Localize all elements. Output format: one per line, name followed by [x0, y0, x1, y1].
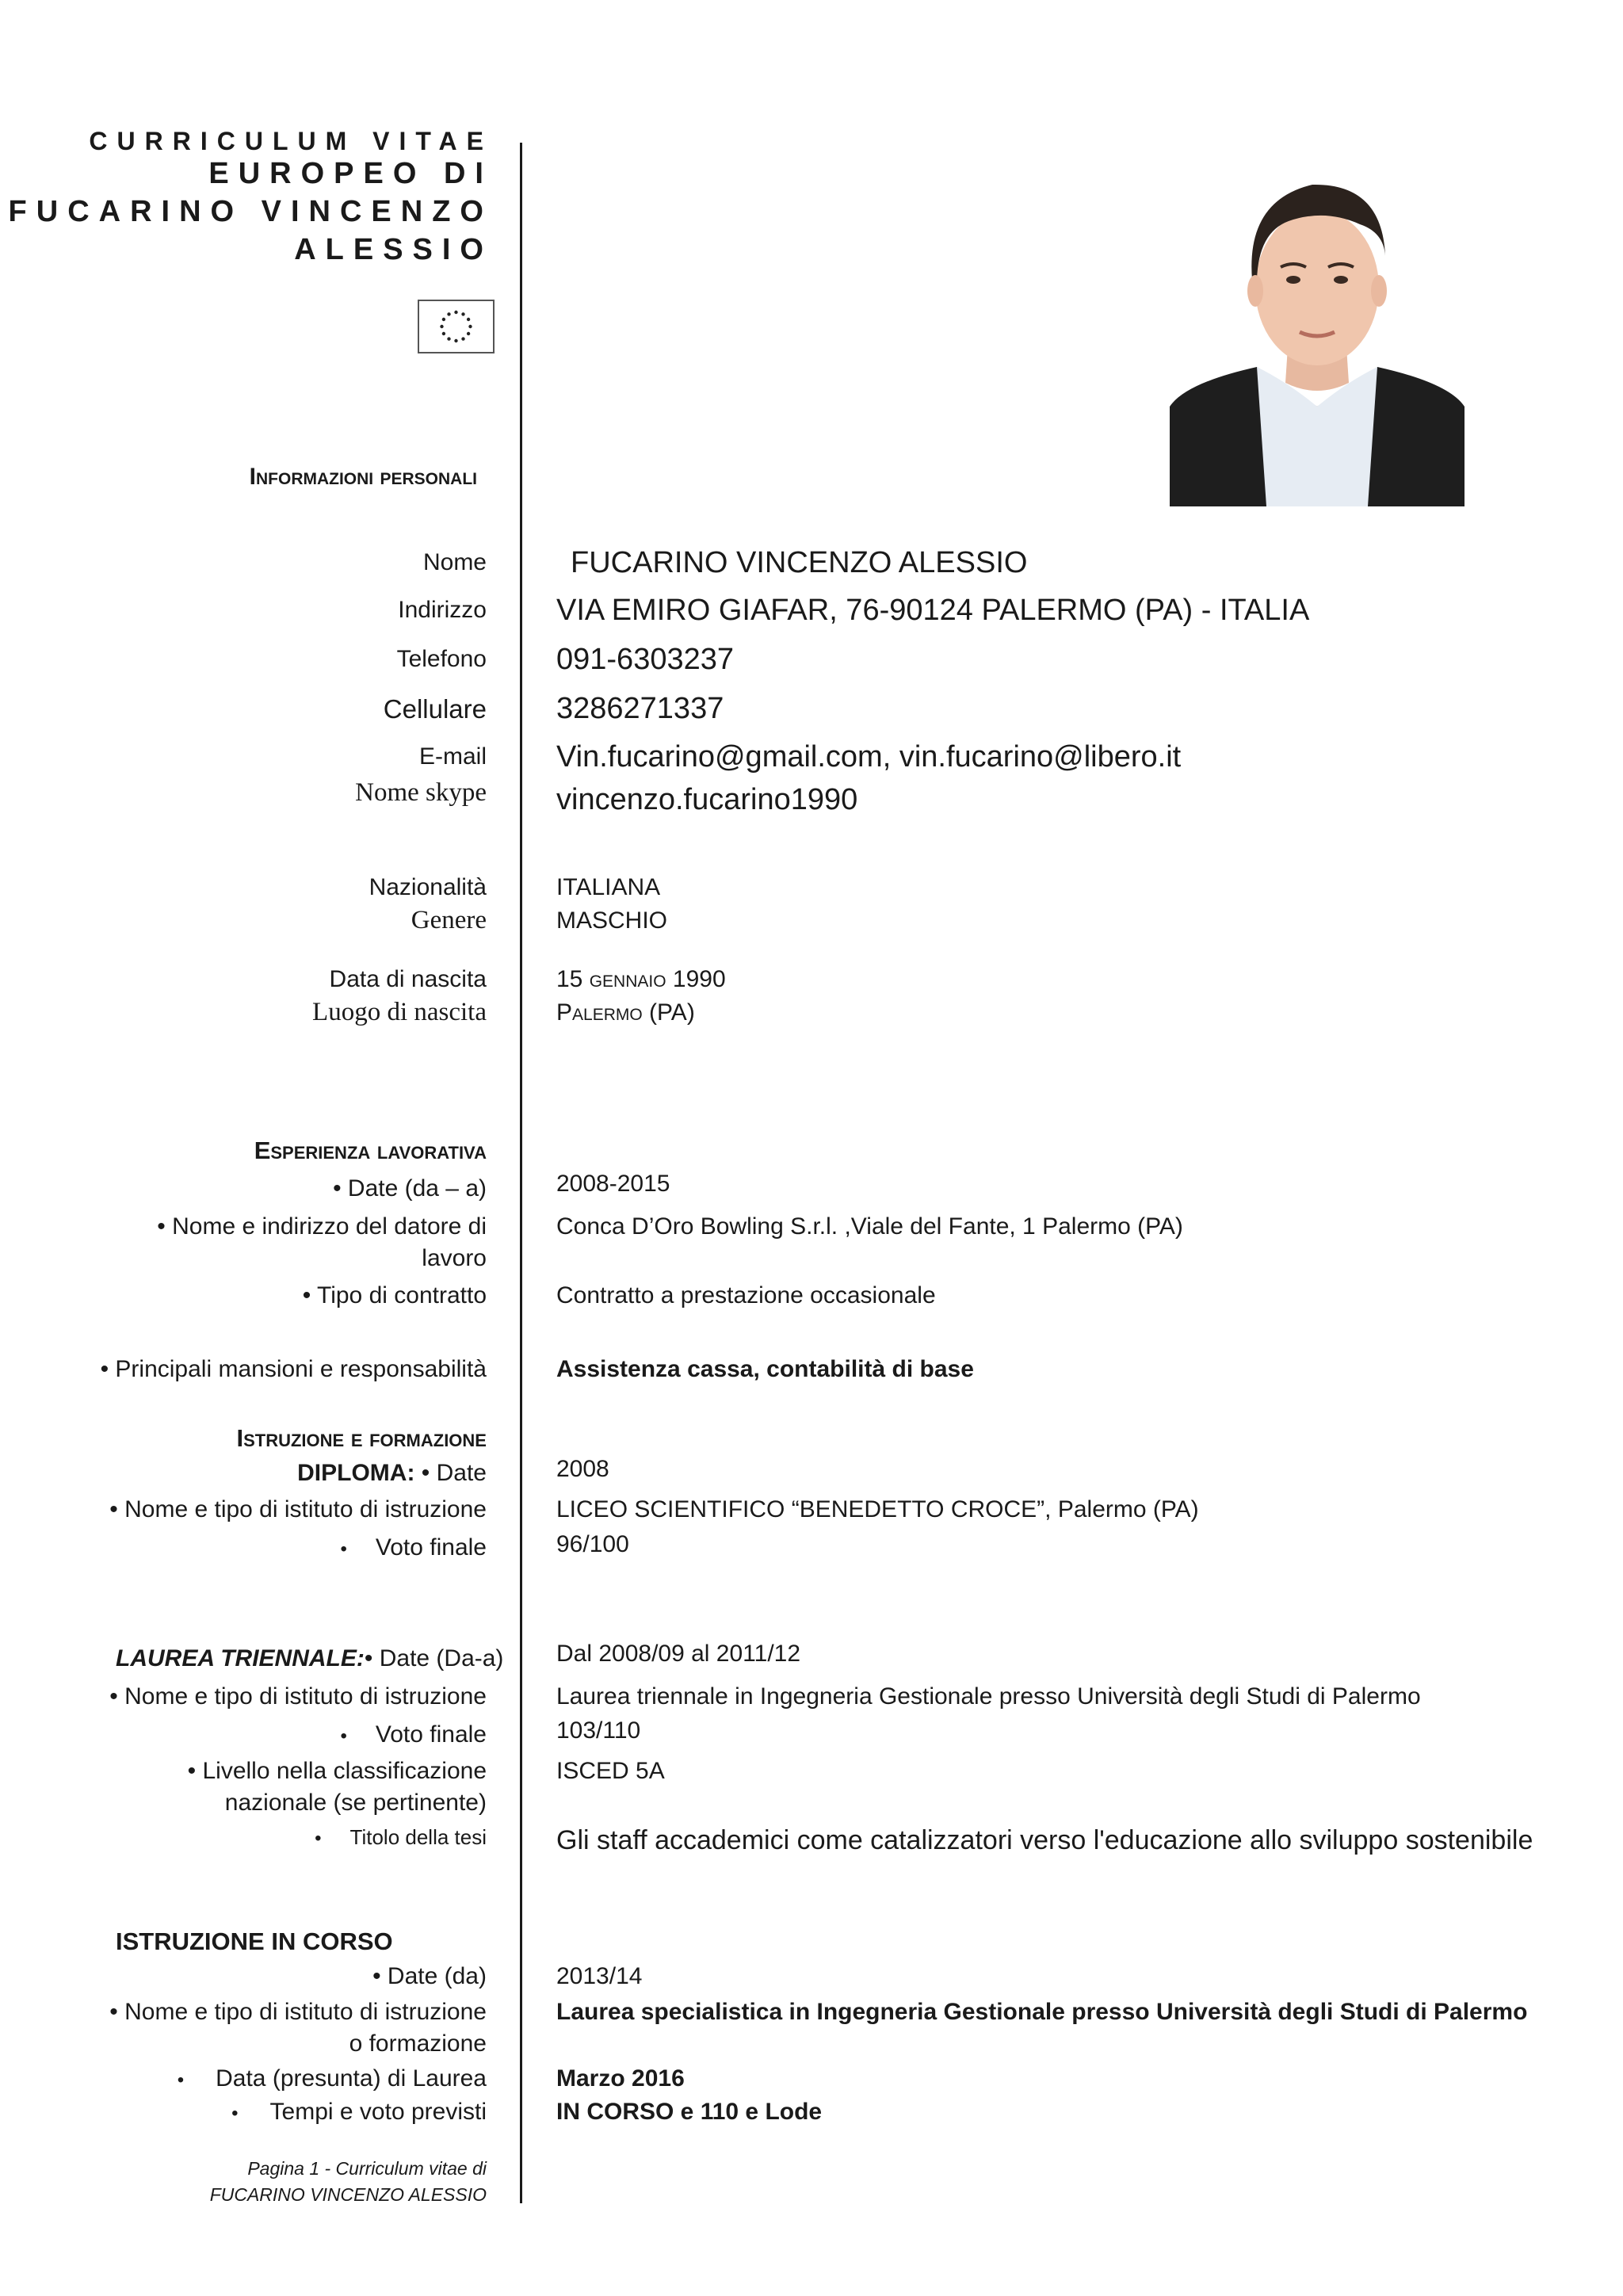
- label-luogo-nascita: Luogo di nascita: [312, 998, 487, 1026]
- value-genere: MASCHIO: [556, 907, 668, 934]
- section-title-education: Istruzione e formazione: [236, 1424, 487, 1452]
- value-data-nascita: 15 gennaio 1990: [556, 966, 726, 992]
- label-skype: Nome skype: [355, 778, 487, 807]
- value-current-institute: Laurea specialistica in Ingegneria Gestionale presso Università degli Studi di Palermo: [556, 1999, 1528, 2025]
- cv-title-line-4: ALESSIO: [294, 233, 493, 266]
- label-laurea-vote-text: Voto finale: [375, 1721, 487, 1748]
- label-data-nascita: Data di nascita: [329, 966, 487, 992]
- label-nazionalita: Nazionalità: [369, 874, 487, 900]
- value-contract-type: Contratto a prestazione occasionale: [556, 1282, 936, 1308]
- label-expected-time-text: Tempi e voto previsti: [269, 2099, 487, 2125]
- label-level-2: nazionale (se pertinente): [224, 1790, 487, 1816]
- label-laurea-vote: [340, 1721, 487, 1748]
- label-current-date: • Date (da): [372, 1963, 487, 1989]
- label-work-dates: • Date (da – a): [333, 1175, 487, 1201]
- label-graduation-date: [178, 2065, 487, 2092]
- label-laurea-date: [116, 1645, 503, 1672]
- label-laurea-prefix: LAUREA TRIENNALE:: [116, 1645, 365, 1671]
- value-cellulare: 3286271337: [556, 692, 724, 725]
- label-indirizzo: Indirizzo: [398, 597, 487, 623]
- cv-title-line-2: EUROPEO DI: [208, 157, 493, 190]
- value-thesis: Gli staff accademici come catalizzatori verso l'educazione allo sviluppo sostenibile: [556, 1825, 1533, 1855]
- section-title-personal-info: Informazioni personali: [249, 464, 477, 490]
- label-expected-time: [231, 2099, 487, 2126]
- label-diploma-date: [297, 1460, 487, 1487]
- value-employer: Conca D’Oro Bowling S.r.l. ,Viale del Fante, 1 Palermo (PA): [556, 1213, 1183, 1240]
- value-laurea-institute: Laurea triennale in Ingegneria Gestionale presso Università degli Studi di Palermo: [556, 1683, 1421, 1710]
- value-telefono: 091-6303237: [556, 643, 734, 676]
- footer-line-2: FUCARINO VINCENZO ALESSIO: [209, 2184, 487, 2205]
- value-work-dates: 2008-2015: [556, 1171, 670, 1197]
- value-graduation-date: Marzo 2016: [556, 2065, 685, 2092]
- label-employer-1: • Nome e indirizzo del datore di: [157, 1213, 487, 1240]
- profile-photo: [1170, 145, 1465, 506]
- bullet: •: [315, 1828, 322, 1849]
- label-current-institute-2: o formazione: [349, 2030, 487, 2057]
- label-thesis: [315, 1825, 487, 1850]
- label-duties: • Principali mansioni e responsabilità: [100, 1356, 487, 1382]
- bullet: •: [340, 1538, 347, 1560]
- value-luogo-nascita: Palermo (PA): [556, 999, 695, 1026]
- label-graduation-date-text: Data (presunta) di Laurea: [216, 2065, 487, 2092]
- value-nome: FUCARINO VINCENZO ALESSIO: [571, 546, 1028, 579]
- value-diploma-vote: 96/100: [556, 1531, 629, 1557]
- label-cellulare: Cellulare: [383, 694, 487, 724]
- label-level-1: • Livello nella classificazione: [187, 1758, 487, 1784]
- label-thesis-text: Titolo della tesi: [349, 1825, 487, 1849]
- label-genere: Genere: [411, 906, 487, 934]
- section-title-current-studies: ISTRUZIONE IN CORSO: [116, 1927, 393, 1955]
- label-nome: Nome: [422, 549, 487, 575]
- label-diploma-date-text: • Date: [414, 1460, 487, 1486]
- label-telefono: Telefono: [396, 646, 487, 672]
- value-indirizzo: VIA EMIRO GIAFAR, 76-90124 PALERMO (PA) - ITALIA: [556, 594, 1310, 627]
- value-laurea-date: Dal 2008/09 al 2011/12: [556, 1641, 801, 1667]
- label-laurea-institute: • Nome e tipo di istituto di istruzione: [109, 1683, 487, 1710]
- label-contract-type: • Tipo di contratto: [302, 1282, 487, 1308]
- value-diploma-date: 2008: [556, 1456, 609, 1482]
- label-laurea-date-text: • Date (Da-a): [364, 1645, 504, 1671]
- cv-title-line-1: CURRICULUM VITAE: [89, 127, 493, 155]
- value-diploma-institute: LICEO SCIENTIFICO “BENEDETTO CROCE”, Palermo (PA): [556, 1496, 1199, 1522]
- bullet: •: [340, 1725, 347, 1747]
- label-diploma-vote: [340, 1534, 487, 1561]
- label-current-institute-1: • Nome e tipo di istituto di istruzione: [109, 1999, 487, 2025]
- value-laurea-vote: 103/110: [556, 1717, 641, 1744]
- label-employer-2: lavoro: [422, 1245, 487, 1271]
- column-divider: [520, 143, 522, 2203]
- label-diploma-vote-text: Voto finale: [375, 1534, 487, 1561]
- section-title-work-experience: Esperienza lavorativa: [254, 1137, 487, 1164]
- bullet: •: [177, 2069, 185, 2091]
- value-expected-time: IN CORSO e 110 e Lode: [556, 2099, 823, 2125]
- value-duties: Assistenza cassa, contabilità di base: [556, 1356, 974, 1382]
- value-level: ISCED 5A: [556, 1758, 665, 1784]
- label-diploma-prefix: DIPLOMA:: [297, 1460, 415, 1486]
- label-diploma-institute: • Nome e tipo di istituto di istruzione: [109, 1496, 487, 1522]
- bullet: •: [231, 2103, 239, 2124]
- value-email: Vin.fucarino@gmail.com, vin.fucarino@libero.it: [556, 740, 1182, 774]
- eu-flag-logo: [418, 300, 495, 353]
- label-email: E-mail: [418, 743, 487, 770]
- value-skype: vincenzo.fucarino1990: [556, 783, 858, 816]
- value-current-date: 2013/14: [556, 1963, 643, 1989]
- footer-line-1: Pagina 1 - Curriculum vitae di: [247, 2158, 487, 2179]
- cv-title-line-3: FUCARINO VINCENZO: [8, 195, 493, 228]
- value-nazionalita: ITALIANA: [556, 874, 661, 900]
